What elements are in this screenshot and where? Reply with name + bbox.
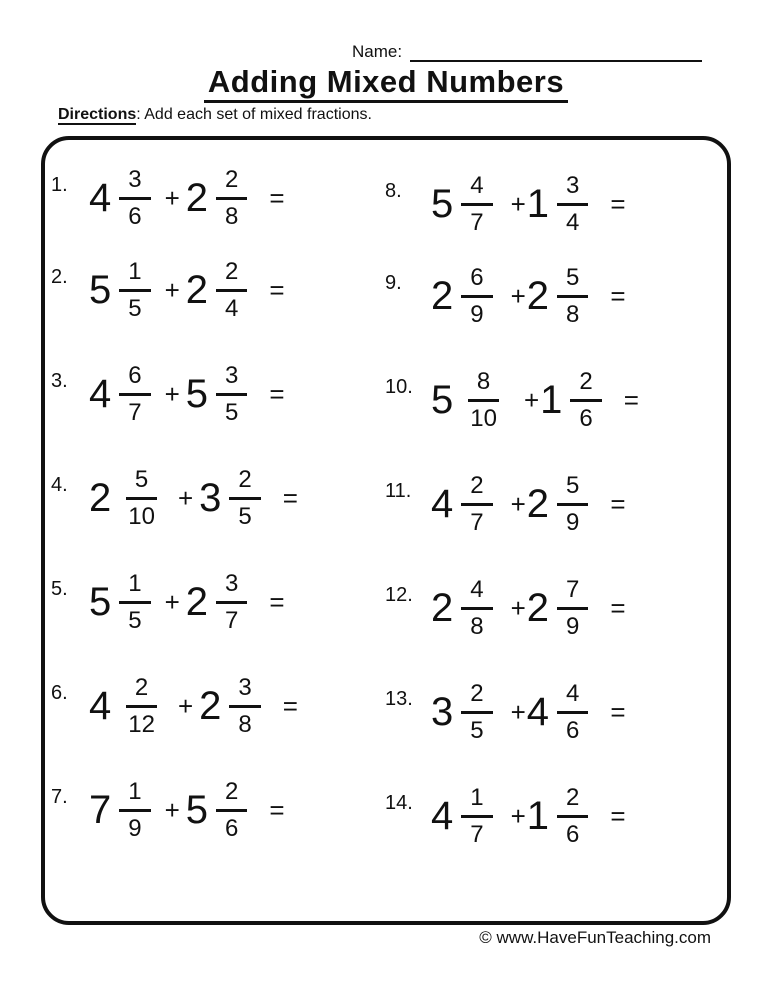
whole-number-1: 5 — [431, 182, 454, 226]
name-label: Name: — [352, 42, 403, 61]
fraction-2-denominator: 8 — [238, 710, 252, 738]
problem-row — [51, 758, 385, 862]
fraction-2-numerator: 3 — [229, 675, 260, 707]
problem-number: 13. — [385, 687, 413, 710]
problem-number: 8. — [385, 179, 402, 202]
fraction-2-denominator: 6 — [225, 814, 239, 842]
plus-sign: + — [510, 280, 526, 311]
problem-row — [51, 446, 385, 550]
fraction-2-denominator: 6 — [566, 716, 580, 744]
whole-number-2: 1 — [540, 378, 563, 422]
fraction-2 — [557, 785, 588, 846]
fraction-1-denominator: 7 — [470, 208, 484, 236]
page-title — [0, 64, 772, 100]
equals-sign: = — [610, 696, 626, 727]
problem-row — [51, 342, 385, 446]
equals-sign: = — [610, 800, 626, 831]
fraction-1-numerator: 1 — [119, 571, 150, 603]
fraction-1 — [461, 369, 506, 430]
plus-sign: + — [164, 586, 180, 617]
fraction-2 — [557, 173, 588, 234]
fraction-1-denominator: 9 — [470, 300, 484, 328]
problem-number: 9. — [385, 271, 402, 294]
fraction-1-numerator: 4 — [461, 173, 492, 205]
fraction-2-numerator: 7 — [557, 577, 588, 609]
problem-row — [385, 244, 727, 348]
fraction-2-numerator: 2 — [557, 785, 588, 817]
fraction-2 — [557, 473, 588, 534]
fraction-1-denominator: 7 — [470, 820, 484, 848]
fraction-1-denominator: 9 — [128, 814, 142, 842]
problem-number: 5. — [51, 577, 68, 600]
problem-row — [385, 452, 727, 556]
whole-number-1: 5 — [89, 268, 112, 312]
fraction-1-numerator: 1 — [461, 785, 492, 817]
whole-number-2: 1 — [526, 182, 550, 226]
fraction-2-denominator: 4 — [225, 294, 239, 322]
whole-number-2: 3 — [199, 476, 222, 520]
fraction-1-numerator: 3 — [119, 167, 150, 199]
fraction-1 — [119, 467, 164, 528]
fraction-1-denominator: 5 — [128, 606, 142, 634]
equals-sign: = — [610, 592, 626, 623]
fraction-2 — [216, 571, 247, 632]
name-row — [352, 42, 702, 62]
equals-sign: = — [282, 690, 298, 721]
fraction-1-denominator: 5 — [470, 716, 484, 744]
whole-number-2: 5 — [185, 788, 209, 832]
equals-sign: = — [269, 586, 285, 617]
whole-number-1: 5 — [431, 378, 454, 422]
problem-number: 11. — [385, 479, 412, 502]
problem-number: 7. — [51, 785, 68, 808]
fraction-2-numerator: 2 — [229, 467, 260, 499]
plus-sign: + — [164, 182, 180, 213]
whole-number-1: 2 — [431, 274, 454, 318]
whole-number-2: 2 — [526, 482, 550, 526]
problem-row — [385, 556, 727, 660]
fraction-2-numerator: 5 — [557, 473, 588, 505]
fraction-2-numerator: 3 — [216, 363, 247, 395]
fraction-2-denominator: 9 — [566, 612, 580, 640]
fraction-1-denominator: 10 — [470, 404, 497, 432]
fraction-2 — [557, 681, 588, 742]
plus-sign: + — [510, 800, 526, 831]
fraction-1-numerator: 2 — [126, 675, 157, 707]
equals-sign: = — [610, 188, 626, 219]
whole-number-1: 5 — [89, 580, 112, 624]
fraction-2-numerator: 4 — [557, 681, 588, 713]
equals-sign: = — [269, 274, 285, 305]
plus-sign: + — [510, 696, 526, 727]
whole-number-1: 4 — [431, 482, 454, 526]
whole-number-1: 4 — [89, 684, 112, 728]
problem-number: 12. — [385, 583, 413, 606]
whole-number-2: 1 — [526, 794, 550, 838]
fraction-2-denominator: 8 — [566, 300, 580, 328]
equals-sign: = — [623, 384, 639, 415]
fraction-2-numerator: 3 — [216, 571, 247, 603]
equals-sign: = — [610, 488, 626, 519]
fraction-1-denominator: 7 — [128, 398, 142, 426]
problem-row — [385, 348, 727, 452]
problems-column-left — [51, 140, 385, 921]
fraction-1-denominator: 8 — [470, 612, 484, 640]
problem-row — [385, 764, 727, 868]
whole-number-1: 2 — [89, 476, 112, 520]
whole-number-1: 4 — [431, 794, 454, 838]
fraction-1-denominator: 12 — [128, 710, 155, 738]
fraction-1-numerator: 8 — [468, 369, 499, 401]
name-blank-line — [410, 42, 702, 62]
plus-sign: + — [523, 384, 540, 415]
problem-row — [51, 158, 385, 238]
whole-number-1: 4 — [89, 372, 112, 416]
fraction-2 — [229, 675, 260, 736]
fraction-2 — [216, 167, 247, 228]
footer-copyright: © www.HaveFunTeaching.com — [479, 928, 711, 947]
plus-sign: + — [164, 794, 180, 825]
fraction-1 — [461, 173, 492, 234]
fraction-2-denominator: 8 — [225, 202, 239, 230]
fraction-2-numerator: 2 — [216, 167, 247, 199]
fraction-2-numerator: 3 — [557, 173, 588, 205]
directions-text: : Add each set of mixed fractions. — [136, 106, 372, 123]
problem-row — [385, 660, 727, 764]
problem-row — [385, 164, 727, 244]
fraction-1 — [119, 259, 150, 320]
fraction-2 — [216, 779, 247, 840]
fraction-2 — [216, 363, 247, 424]
fraction-1-denominator: 7 — [470, 508, 484, 536]
fraction-2 — [557, 265, 588, 326]
fraction-1 — [119, 779, 150, 840]
fraction-2 — [216, 259, 247, 320]
problem-row — [51, 550, 385, 654]
plus-sign: + — [164, 274, 180, 305]
fraction-1-numerator: 1 — [119, 779, 150, 811]
fraction-2-denominator: 5 — [238, 502, 252, 530]
whole-number-1: 4 — [89, 176, 112, 220]
problem-number: 2. — [51, 265, 68, 288]
plus-sign: + — [177, 690, 194, 721]
fraction-1 — [119, 363, 150, 424]
plus-sign: + — [510, 488, 526, 519]
fraction-2-denominator: 6 — [579, 404, 593, 432]
equals-sign: = — [269, 378, 285, 409]
page-title-text: Adding Mixed Numbers — [204, 64, 568, 103]
fraction-2-denominator: 7 — [225, 606, 239, 634]
directions — [58, 106, 372, 124]
fraction-1 — [461, 473, 492, 534]
fraction-2-denominator: 9 — [566, 508, 580, 536]
fraction-2-denominator: 6 — [566, 820, 580, 848]
problems-column-right — [385, 140, 727, 921]
problem-row — [51, 238, 385, 342]
problem-row — [51, 654, 385, 758]
plus-sign: + — [510, 188, 526, 219]
whole-number-1: 3 — [431, 690, 454, 734]
equals-sign: = — [269, 794, 285, 825]
fraction-1 — [461, 681, 492, 742]
plus-sign: + — [177, 482, 194, 513]
fraction-1 — [461, 577, 492, 638]
whole-number-2: 5 — [185, 372, 209, 416]
whole-number-2: 2 — [185, 176, 209, 220]
fraction-2 — [557, 577, 588, 638]
fraction-1 — [461, 265, 492, 326]
fraction-1 — [461, 785, 492, 846]
whole-number-2: 2 — [185, 268, 209, 312]
fraction-2-denominator: 4 — [566, 208, 580, 236]
whole-number-2: 4 — [526, 690, 550, 734]
fraction-2 — [570, 369, 601, 430]
fraction-1-denominator: 5 — [128, 294, 142, 322]
whole-number-1: 2 — [431, 586, 454, 630]
problem-number: 3. — [51, 369, 68, 392]
directions-label: Directions — [58, 106, 137, 123]
problem-number: 10. — [385, 375, 413, 398]
fraction-1-numerator: 2 — [461, 681, 492, 713]
fraction-1 — [119, 675, 164, 736]
equals-sign: = — [282, 482, 298, 513]
fraction-2-numerator: 2 — [570, 369, 601, 401]
fraction-1-numerator: 6 — [461, 265, 492, 297]
fraction-1-denominator: 6 — [128, 202, 142, 230]
fraction-2-numerator: 2 — [216, 259, 247, 291]
equals-sign: = — [610, 280, 626, 311]
equals-sign: = — [269, 182, 285, 213]
fraction-1-numerator: 6 — [119, 363, 150, 395]
fraction-1-numerator: 4 — [461, 577, 492, 609]
fraction-2-denominator: 5 — [225, 398, 239, 426]
problem-number: 1. — [51, 173, 68, 196]
fraction-1-numerator: 1 — [119, 259, 150, 291]
fraction-1-numerator: 2 — [461, 473, 492, 505]
fraction-1-numerator: 5 — [126, 467, 157, 499]
problem-number: 4. — [51, 473, 68, 496]
plus-sign: + — [164, 378, 180, 409]
whole-number-2: 2 — [199, 684, 222, 728]
problems-box — [41, 136, 731, 925]
whole-number-2: 2 — [526, 274, 550, 318]
problem-number: 6. — [51, 681, 68, 704]
fraction-2-numerator: 2 — [216, 779, 247, 811]
whole-number-1: 7 — [89, 788, 112, 832]
fraction-1-denominator: 10 — [128, 502, 155, 530]
whole-number-2: 2 — [185, 580, 209, 624]
fraction-2 — [229, 467, 260, 528]
fraction-1 — [119, 167, 150, 228]
fraction-2-numerator: 5 — [557, 265, 588, 297]
plus-sign: + — [510, 592, 526, 623]
fraction-1 — [119, 571, 150, 632]
problem-number: 14. — [385, 791, 413, 814]
whole-number-2: 2 — [526, 586, 550, 630]
